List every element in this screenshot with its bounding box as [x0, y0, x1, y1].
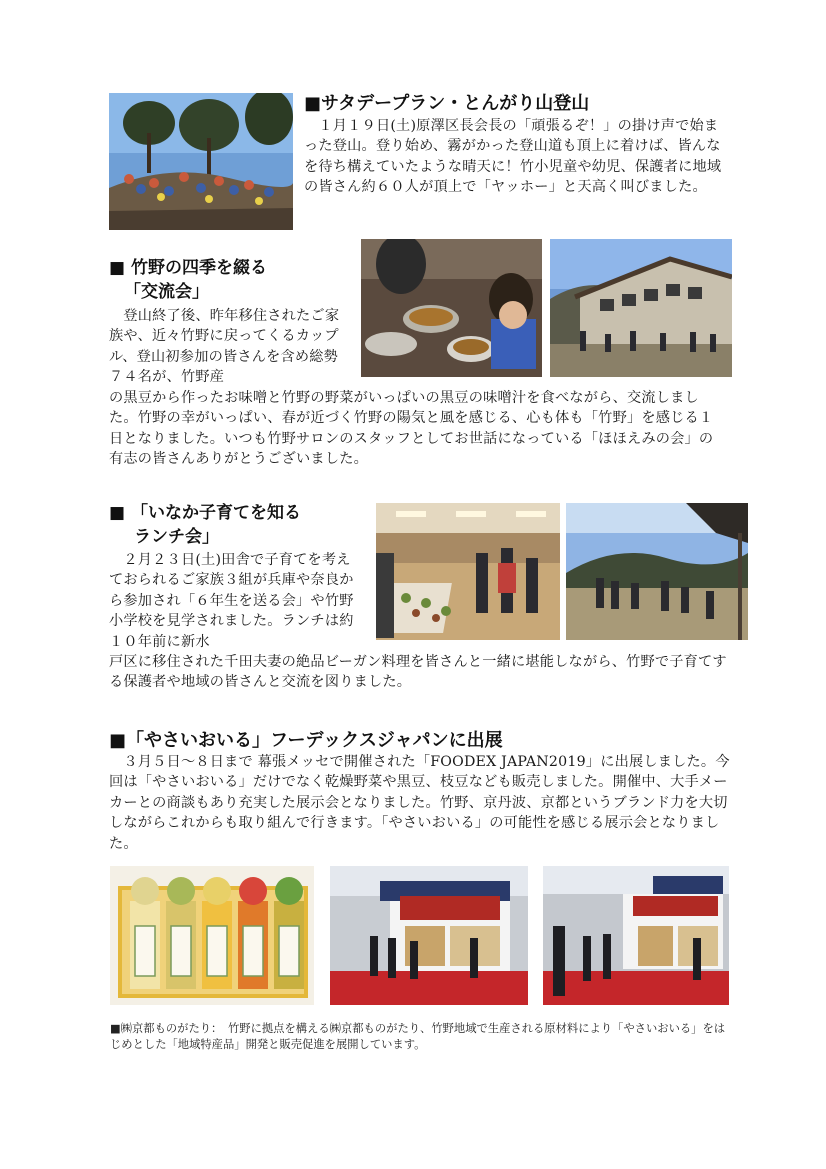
foodex-title: ■「やさいおいる」フーデックスジャパンに出展 — [109, 730, 503, 751]
exchange-title-line1: ■ 竹野の四季を綴る — [109, 258, 267, 278]
miso-soup-photo — [361, 239, 542, 377]
saturday-body: １月１９日(土)原澤区長会長の「頑張るぞ！」の掛け声で始まった登山。登り始め、霧がかった登山道も頂上に着けば、皆んなを待ち構えていたような晴天に！竹小児童や幼児、保護者に地域の皆さん約６０人が頂上で「ヤッホー」と天高く叫びました。 — [304, 118, 722, 196]
lunch-title-line2: ランチ会」 — [134, 527, 219, 547]
lunch-buffet-photo — [376, 503, 560, 640]
footnote: ■㈱京都ものがたり： 竹野に拠点を構える㈱京都ものがたり、竹野地域で生産される原材料により「やさいおいる」をはじめとした「地域特産品」開発と販売促進を展開しています。 — [110, 1022, 726, 1051]
saturday-title: ■サタデープラン・とんがり山登山 — [304, 93, 590, 114]
exhibition-booth-photo-1 — [330, 866, 528, 1005]
lunch-title-line1: ■ 「いなか子育てを知る — [109, 503, 301, 523]
outdoor-group-photo — [566, 503, 748, 640]
mountain-group-photo — [109, 93, 293, 230]
community-hall-photo — [550, 239, 732, 377]
exchange-title-line2: 「交流会」 — [124, 282, 209, 302]
exchange-body-bottom: の黒豆から作ったお味噌と竹野の野菜がいっぱいの黒豆の味噌汁を食べながら、交流しました。竹野の幸がいっぱい、春が近づく竹野の陽気と風を感じる、心も体も「竹野」を感じる１日となりました。いつも竹野サロンのスタッフとしてお世話になっている「ほほえみの会」の有志の皆さんありがとうございました。 — [109, 390, 714, 468]
vegetable-oil-bottles-photo — [110, 866, 314, 1005]
lunch-body-top: ２月２３日(土)田舎で子育てを考えておられるご家族３組が兵庫や奈良から参加され「６年生を送る会」や竹野小学校を見学されました。ランチは約１０年前に新水 — [109, 552, 354, 650]
exchange-body-top: 登山終了後、昨年移住されたご家族や、近々竹野に戻ってくるカップル、登山初参加の皆さんを含め総勢７４名が、竹野産 — [109, 308, 340, 386]
lunch-body-bottom: 戸区に移住された千田夫妻の絶品ビーガン料理を皆さんと一緒に堪能しながら、竹野で子育てする保護者や地域の皆さんと交流を図りました。 — [109, 654, 727, 691]
exhibition-booth-photo-2 — [543, 866, 729, 1005]
foodex-body: ３月５日～８日まで 幕張メッセで開催された「FOODEX JAPAN2019」に出展しました。今回は「やさいおいる」だけでなく乾燥野菜や黒豆、枝豆なども販売しました。開催中、大手メーカーとの商談もあり充実した展示会となりました。竹野、京丹波、京都というブランド力を大切しながらこれからも取り組んで行きます。「やさいおいる」の可能性を感じる展示会となりました。 — [109, 754, 730, 852]
